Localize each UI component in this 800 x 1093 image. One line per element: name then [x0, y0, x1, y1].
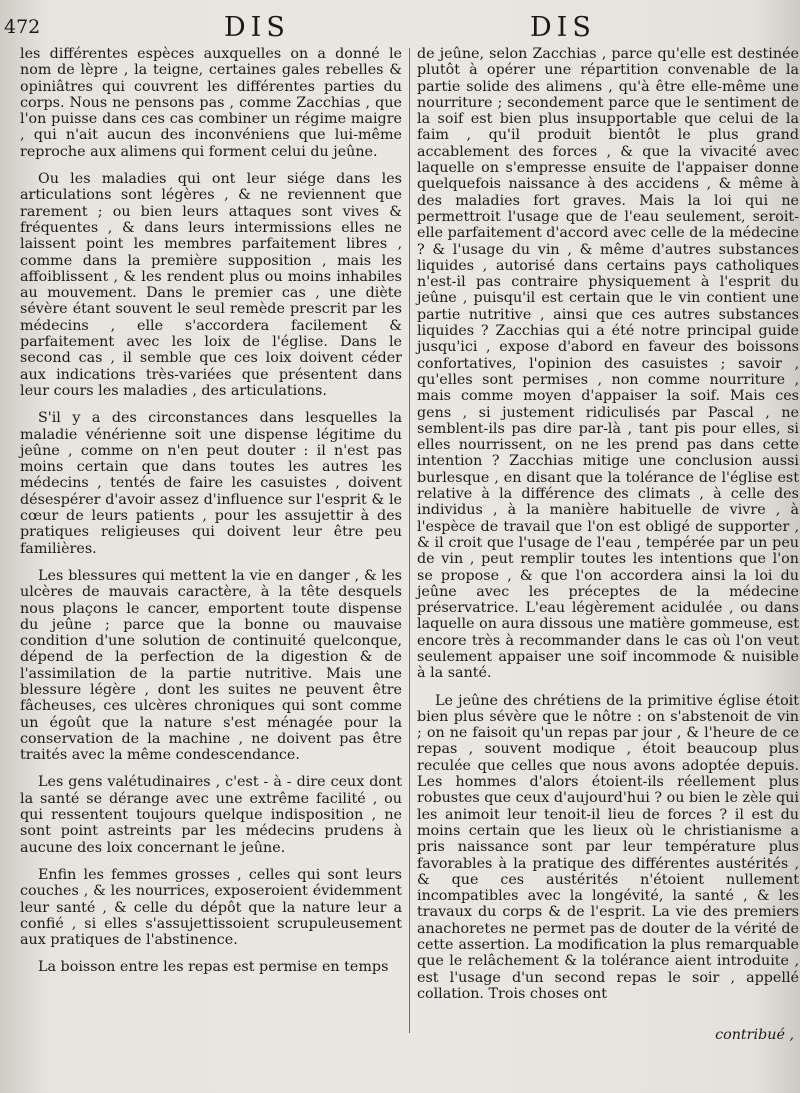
right-column [417, 46, 799, 1013]
paragraph: de jeûne, selon Zacchias , parce qu'elle est destinée plutôt à opérer une répartition convenable de la partie solide des alimens , qu'à être elle-même une nourriture ; secondement parce que le sentiment de la soif est bien plus insupportable que celui de la faim , qu'il produit bientôt le plus grand accablement des forces , & que la vivacité avec laquelle on s'empresse ensuite de l'appaiser donne quelquefois naissance à des accidens , & même à des maladies fort graves. Mais la loi qui ne permettroit l'usage que de l'eau seulement, seroit-elle parfaitement d'accord avec celle de la médecine ? & l'usage du vin , & même d'autres substances liquides , autorisé dans certains pays catholiques n'est-il pas contraire physiquement à l'esprit du jeûne , puisqu'il est certain que le vin contient une partie nutritive , ainsi que ces autres substances liquides ? Zacchias qui a été notre principal guide jusqu'ici , expose d'abord en faveur des boissons confortatives, l'opinion des casuistes ; savoir , qu'elles sont permises , non comme nourriture , mais comme moyen d'appaiser la soif. Mais ces gens , si justement ridiculisés par Pascal , ne semblent-ils pas dire par-là , tant pis pour elles, si elles nourrissent, on ne les prend pas dans cette intention ? Zacchias mitige une conclusion aussi burlesque , en disant que la tolérance de l'église est relative à la différence des climats , à celle des individus , à la manière habituelle de vivre , à l'espèce de travail que l'on est obligé de supporter , & il croit que l'usage de l'eau , tempérée par un peu de vin , peut remplir toutes les intentions que l'on se propose , & que l'on accordera ainsi la loi du jeûne avec les préceptes de la médecine préservatrice. L'eau légèrement acidulée , ou dans laquelle on aura dissous une matière gommeuse, est encore très à recommander dans le cas où l'on veut seulement appaiser une soif incommode & nuisible à la santé. [417, 46, 799, 682]
paragraph: les différentes espèces auxquelles on a donné le nom de lèpre , la teigne, certaines gales rebelles & opiniâtres qui couvrent les différentes parties du corps. Nous ne pensons pas , comme Zacchias , que l'on puisse dans ces cas combiner un régime maigre , qui n'ait aucun des inconvéniens que lui-même reproche aux alimens qui forment celui du jeûne. [20, 46, 402, 160]
paragraph: Les gens valétudinaires , c'est - à - dire ceux dont la santé se dérange avec une extrême facilité , ou qui ressentent toujours quelque indisposition , ne sont point astreints par les médecins prudens à aucune des loix concernant le jeûne. [20, 774, 402, 856]
column-rule [409, 48, 410, 1033]
catchword: contribué , [715, 1027, 794, 1043]
running-head [0, 10, 800, 46]
paragraph: S'il y a des circonstances dans lesquelles la maladie vénérienne soit une dispense légitime du jeûne , comme on n'en peut douter : il n'est pas moins certain que dans toutes les autres les médecins , tentés de faire les casuistes , doivent désespérer d'avoir assez d'influence sur l'esprit & le cœur de leurs patients , pour les assujettir à des pratiques religieuses qui doivent leur être peu familières. [20, 410, 402, 557]
paragraph: Le jeûne des chrétiens de la primitive église étoit bien plus sévère que le nôtre : on s'abstenoit de vin ; on ne faisoit qu'un repas par jour , & l'heure de ce repas , souvent modique , étoit beaucoup plus reculée que celles que nous avons adoptée depuis. Les hommes d'alors étoient-ils réellement plus robustes que ceux d'aujourd'hui ? ou bien le zèle qui les animoit leur tenoit-il lieu de forces ? il est du moins certain que les lieux où le christianisme a pris naissance sont par leur température plus favorables à la pratique des différentes austérités , & que ces austérités n'étoient nullement incompatibles avec la longévité, la santé , & les travaux du corps & de l'esprit. La vie des premiers anachoretes ne permet pas de douter de la vérité de cette assertion. La modification la plus remarquable que le relâchement & la tolérance aient introduite , est l'usage d'un second repas le soir , appellé collation. Trois choses ont [417, 692, 799, 1002]
running-title-left: DIS [224, 12, 290, 43]
paragraph: Enfin les femmes grosses , celles qui sont leurs couches , & les nourrices, exposeroient évidemment leur santé , & celle du dépôt que la nature leur a confié , si elles s'assujettissoient scrupuleusement aux pratiques de l'abstinence. [20, 866, 402, 949]
running-title-right: DIS [530, 12, 596, 43]
paragraph: Les blessures qui mettent la vie en danger , & les ulcères de mauvais caractère, à la tête desquels nous plaçons le cancer, emportent toute dispense du jeûne ; parce que la bonne ou mauvaise condition d'une solution de continuité quelconque, dépend de la perfection de la digestion & de l'assimilation de la partie nutritive. Mais une blessure légère , dont les suites ne peuvent être fâcheuses, ces ulcères chroniques qui sont comme un égoût que la nature s'est ménagée pour la conservation de la machine , ne doivent pas être traités avec la même condescendance. [20, 567, 402, 764]
page-number: 472 [4, 16, 41, 38]
left-column [20, 46, 402, 987]
paragraph: La boisson entre les repas est permise en temps [38, 959, 389, 976]
paragraph: Ou les maladies qui ont leur siége dans les articulations sont légères , & ne reviennent que rarement ; ou bien leurs attaques sont vives & fréquentes , & dans leurs intermissions elles ne laissent point les membres parfaitement libres , comme dans la première supposition , mais les affoiblissent , & les rendent plus ou moins inhabiles au mouvement. Dans le premier cas , une diète sévère étant souvent le seul remède prescrit par les médecins , elle s'accordera facilement & parfaitement avec les loix de l'église. Dans le second cas , il semble que ces loix doivent céder aux indications très-variées que présentent dans leur cours les maladies , des articulations. [20, 171, 402, 399]
